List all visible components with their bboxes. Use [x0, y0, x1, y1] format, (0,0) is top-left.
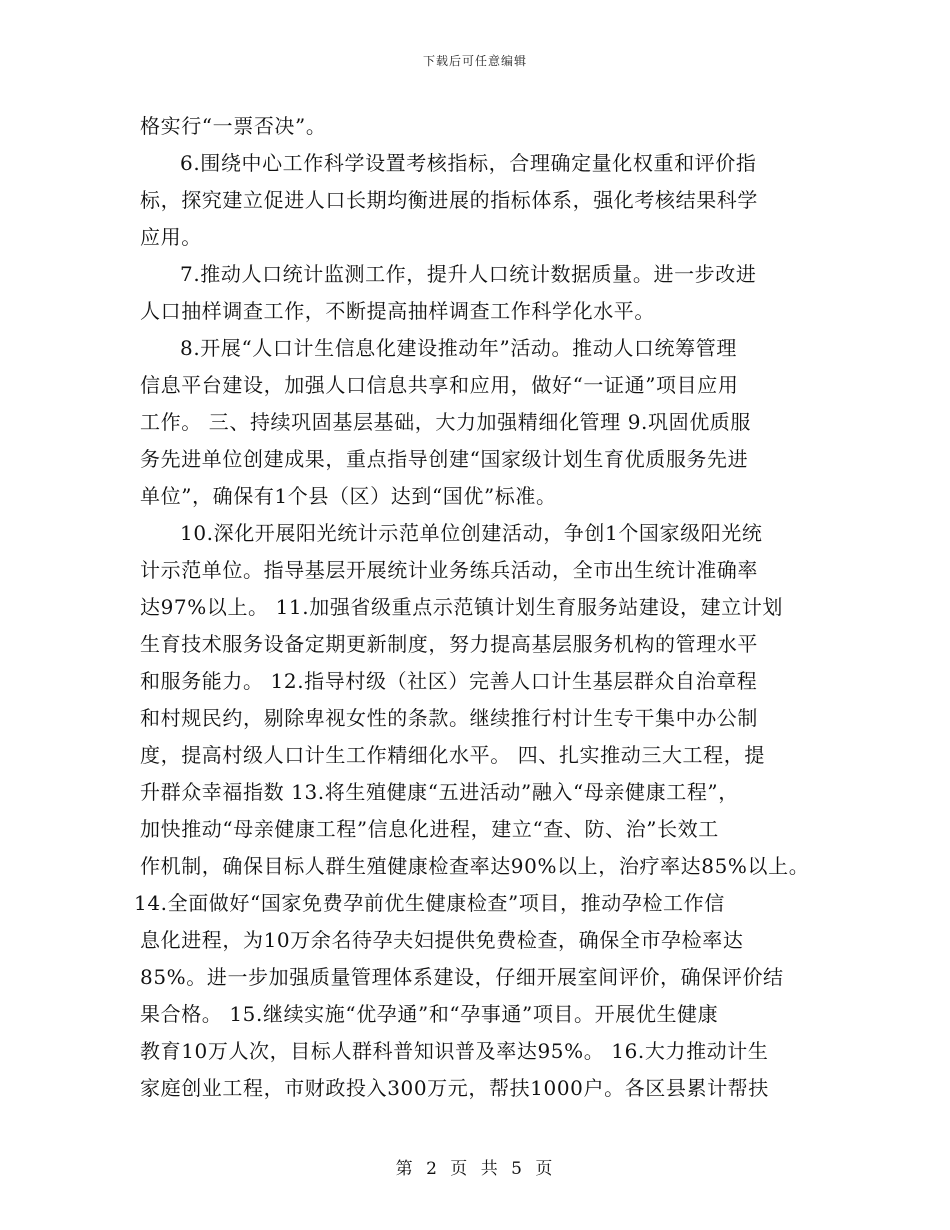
text-line: 教育10万人次，目标人群科普知识普及率达95%。 16.大力推动计生 [140, 1039, 769, 1063]
text-line: 果合格。 15.继续实施“优孕通”和“孕事通”项目。开展优生健康 [140, 1002, 719, 1026]
text-line: 8.开展“人口计生信息化建设推动年”活动。推动人口统筹管理 [180, 336, 737, 360]
text-line: 85%。进一步加强质量管理体系建设，仔细开展室间评价，确保评价结 [140, 965, 784, 989]
text-line: 生育技术服务设备定期更新制度，努力提高基层服务机构的管理水平 [140, 632, 758, 656]
text-line: 工作。 三、持续巩固基层基础，大力加强精细化管理 9.巩固优质服 [140, 410, 751, 434]
text-line: 息化进程，为10万余名待孕夫妇提供免费检查，确保全市孕检率达 [140, 928, 744, 952]
text-line: 家庭创业工程，市财政投入300万元，帮扶1000户。各区县累计帮扶 [140, 1076, 769, 1100]
text-line: 计示范单位。指导基层开展统计业务练兵活动，全市出生统计准确率 [140, 558, 758, 582]
text-line: 单位”，确保有1个县（区）达到“国优”标准。 [140, 484, 557, 508]
text-line: 人口抽样调查工作，不断提高抽样调查工作科学化水平。 [140, 299, 655, 323]
text-line: 和服务能力。 12.指导村级（社区）完善人口计生基层群众自治章程 [140, 669, 758, 693]
document-body [134, 108, 830, 1107]
text-line: 度，提高村级人口计生工作精细化水平。 四、扎实推动三大工程，提 [140, 743, 765, 767]
text-line: 6.围绕中心工作科学设置考核指标，合理确定量化权重和评价指 [180, 151, 757, 175]
text-line: 格实行“一票否决”。 [140, 114, 327, 138]
text-line: 14.全面做好“国家免费孕前优生健康检查”项目，推动孕检工作信 [134, 891, 725, 915]
text-line: 升群众幸福指数 13.将生殖健康“五进活动”融入“母亲健康工程”， [140, 780, 739, 804]
text-line: 应用。 [140, 225, 202, 249]
page-header: 下载后可任意编辑 [422, 54, 527, 68]
text-line: 加快推动“母亲健康工程”信息化进程，建立“查、防、治”长效工 [140, 817, 719, 841]
page-number-footer: 第 2 页 共 5 页 [395, 1159, 555, 1179]
text-line: 务先进单位创建成果，重点指导创建“国家级计划生育优质服务先进 [140, 447, 749, 471]
text-line: 7.推动人口统计监测工作，提升人口统计数据质量。进一步改进 [180, 262, 757, 286]
text-line: 10.深化开展阳光统计示范单位创建活动，争创1个国家级阳光统 [180, 521, 763, 545]
text-line: 和村规民约，剔除卑视女性的条款。继续推行村计生专干集中办公制 [140, 706, 758, 730]
text-line: 作机制，确保目标人群生殖健康检查率达90%以上，治疗率达85%以上。 [140, 854, 810, 878]
text-line: 达97%以上。 11.加强省级重点示范镇计划生育服务站建设，建立计划 [140, 595, 784, 619]
text-line: 标，探究建立促进人口长期均衡进展的指标体系，强化考核结果科学 [140, 188, 758, 212]
text-line: 信息平台建设，加强人口信息共享和应用，做好“一证通”项目应用 [140, 373, 739, 397]
